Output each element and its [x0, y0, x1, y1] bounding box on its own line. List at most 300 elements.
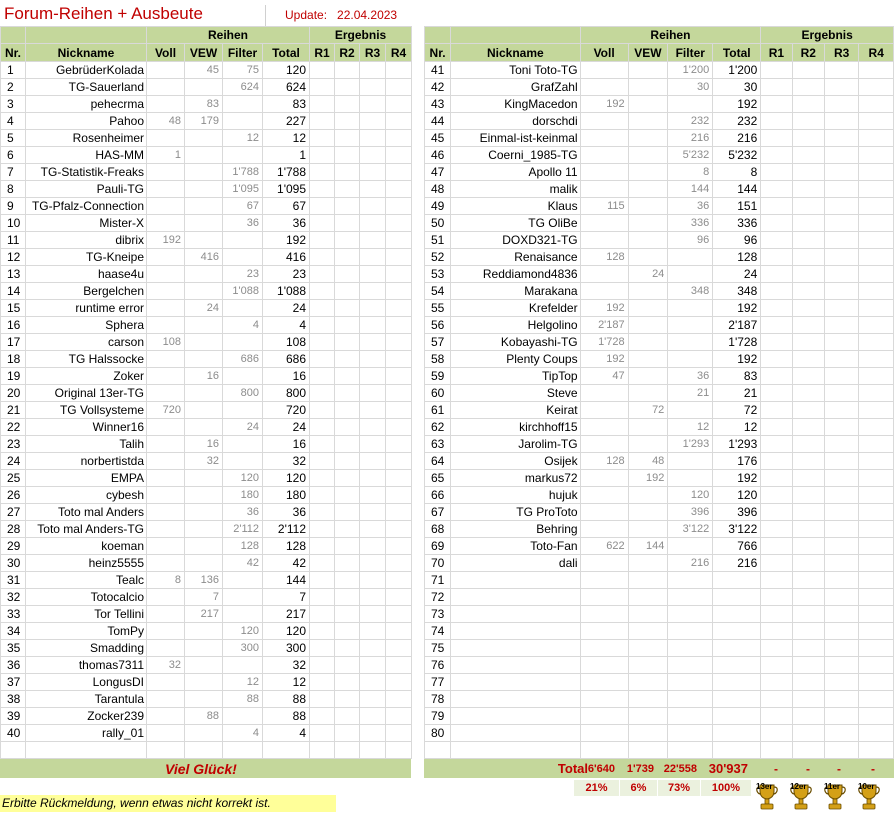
row-vew: [628, 79, 668, 96]
row-total: [713, 589, 761, 606]
table-row: [425, 538, 894, 555]
spacer-cell: [628, 742, 668, 759]
table-row: [425, 487, 894, 504]
table-row: [425, 181, 894, 198]
row-vew: 7: [185, 589, 223, 606]
row-total: 12: [263, 674, 310, 691]
row-total: [713, 606, 761, 623]
row-r3: [824, 283, 858, 300]
row-r4: [859, 657, 894, 674]
table-row: [1, 725, 412, 742]
row-filter: [668, 334, 713, 351]
row-voll: [147, 266, 185, 283]
row-r1: [761, 555, 792, 572]
row-total: 1: [263, 147, 310, 164]
table-row: [1, 657, 412, 674]
header-nr: Nr.: [425, 44, 451, 62]
row-r4: [859, 147, 894, 164]
row-total: 30: [713, 79, 761, 96]
row-nr: 3: [1, 96, 26, 113]
row-r4: [859, 385, 894, 402]
row-r4: [859, 181, 894, 198]
row-r3: [824, 385, 858, 402]
row-r3: [824, 96, 858, 113]
table-row: [1, 402, 412, 419]
table-row: [425, 555, 894, 572]
row-total: [713, 640, 761, 657]
table-row: [1, 334, 412, 351]
row-voll: [580, 62, 628, 79]
row-nickname: Winner16: [26, 419, 147, 436]
row-total: 3'122: [713, 521, 761, 538]
row-r4: [386, 62, 412, 79]
row-r2: [335, 555, 360, 572]
spacer-cell: [824, 742, 858, 759]
row-r3: [824, 691, 858, 708]
row-nickname: haase4u: [26, 266, 147, 283]
table-row: [1, 130, 412, 147]
row-r2: [792, 708, 824, 725]
row-r3: [824, 725, 858, 742]
row-nr: 11: [1, 232, 26, 249]
row-voll: [147, 606, 185, 623]
row-r3: [360, 198, 386, 215]
row-nr: 1: [1, 62, 26, 79]
row-vew: 24: [185, 300, 223, 317]
row-r1: [310, 385, 335, 402]
row-r1: [310, 521, 335, 538]
row-filter: [223, 606, 263, 623]
row-nr: 40: [1, 725, 26, 742]
row-r3: [360, 164, 386, 181]
row-r1: [310, 555, 335, 572]
row-r2: [335, 113, 360, 130]
row-filter: [223, 657, 263, 674]
row-r4: [386, 674, 412, 691]
row-voll: [147, 725, 185, 742]
row-voll: 48: [147, 113, 185, 130]
row-filter: 12: [223, 674, 263, 691]
row-filter: [223, 300, 263, 317]
row-vew: [628, 249, 668, 266]
row-r3: [824, 419, 858, 436]
row-r1: [310, 725, 335, 742]
table-row: [425, 96, 894, 113]
row-r3: [824, 317, 858, 334]
row-filter: [668, 300, 713, 317]
row-r3: [824, 504, 858, 521]
row-filter: [223, 232, 263, 249]
table-row: [1, 79, 412, 96]
row-total: 120: [263, 623, 310, 640]
row-r1: [310, 164, 335, 181]
row-total: 83: [263, 96, 310, 113]
table-row: [425, 283, 894, 300]
table-row: [1, 317, 412, 334]
row-nr: 52: [425, 249, 451, 266]
row-r2: [792, 266, 824, 283]
row-filter: [668, 606, 713, 623]
row-r3: [360, 232, 386, 249]
row-filter: [668, 572, 713, 589]
row-filter: [223, 453, 263, 470]
row-r4: [859, 538, 894, 555]
row-total: 16: [263, 368, 310, 385]
row-vew: [628, 334, 668, 351]
row-filter: 12: [223, 130, 263, 147]
table-row: [1, 266, 412, 283]
row-r3: [360, 96, 386, 113]
row-vew: [185, 487, 223, 504]
row-r1: [761, 283, 792, 300]
row-r4: [386, 147, 412, 164]
row-nickname: cybesh: [26, 487, 147, 504]
table-row: [425, 62, 894, 79]
row-voll: [147, 674, 185, 691]
row-r1: [761, 300, 792, 317]
row-nickname: Toto mal Anders-TG: [26, 521, 147, 538]
row-r4: [859, 96, 894, 113]
spacer-cell: [26, 742, 147, 759]
row-r1: [761, 181, 792, 198]
row-r1: [310, 691, 335, 708]
row-nickname: rally_01: [26, 725, 147, 742]
row-voll: [580, 504, 628, 521]
row-filter: 4: [223, 317, 263, 334]
header-voll: Voll: [147, 44, 185, 62]
total-r4: -: [871, 762, 875, 776]
row-vew: [185, 521, 223, 538]
row-total: [713, 691, 761, 708]
row-nickname: Totocalcio: [26, 589, 147, 606]
row-r1: [761, 79, 792, 96]
row-vew: [628, 555, 668, 572]
row-r3: [360, 538, 386, 555]
row-total: 2'187: [713, 317, 761, 334]
row-nr: 56: [425, 317, 451, 334]
row-voll: [147, 521, 185, 538]
row-nr: 76: [425, 657, 451, 674]
row-nickname: Marakana: [451, 283, 581, 300]
row-r2: [792, 657, 824, 674]
row-vew: [628, 487, 668, 504]
row-nickname: Smadding: [26, 640, 147, 657]
table-row: [1, 62, 412, 79]
row-vew: [628, 725, 668, 742]
row-voll: [580, 215, 628, 232]
row-nickname: TG-Kneipe: [26, 249, 147, 266]
row-voll: [580, 147, 628, 164]
table-row: [425, 317, 894, 334]
row-r1: [310, 300, 335, 317]
table-row: [1, 572, 412, 589]
row-total: 300: [263, 640, 310, 657]
table-row: [425, 708, 894, 725]
row-r1: [761, 436, 792, 453]
row-r1: [310, 147, 335, 164]
row-r3: [824, 266, 858, 283]
row-voll: [147, 538, 185, 555]
row-voll: [147, 130, 185, 147]
row-r1: [761, 215, 792, 232]
row-nickname: Jarolim-TG: [451, 436, 581, 453]
row-r2: [792, 453, 824, 470]
row-r1: [310, 436, 335, 453]
row-r4: [386, 589, 412, 606]
table-row: [1, 198, 412, 215]
row-r3: [824, 130, 858, 147]
row-r3: [360, 419, 386, 436]
row-voll: [147, 181, 185, 198]
total-r2: -: [806, 762, 810, 776]
table-row: [425, 79, 894, 96]
row-nickname: Steve: [451, 385, 581, 402]
row-vew: 83: [185, 96, 223, 113]
row-r4: [386, 215, 412, 232]
table-row: [425, 351, 894, 368]
row-voll: [147, 164, 185, 181]
table-row: [1, 368, 412, 385]
row-r2: [335, 351, 360, 368]
row-nickname: Kobayashi-TG: [451, 334, 581, 351]
row-r4: [859, 589, 894, 606]
row-filter: [668, 249, 713, 266]
row-total: 21: [713, 385, 761, 402]
spacer-cell: [360, 742, 386, 759]
row-voll: [580, 436, 628, 453]
table-row: [425, 385, 894, 402]
update-info: [285, 8, 397, 22]
row-total: 192: [713, 300, 761, 317]
trophy-icon: [824, 782, 846, 812]
row-vew: 16: [185, 436, 223, 453]
row-total: [713, 657, 761, 674]
table-row: [1, 419, 412, 436]
row-r1: [761, 232, 792, 249]
row-r2: [792, 470, 824, 487]
row-r1: [761, 589, 792, 606]
row-nickname: Toto-Fan: [451, 538, 581, 555]
row-r4: [859, 198, 894, 215]
row-nickname: heinz5555: [26, 555, 147, 572]
row-total: 336: [713, 215, 761, 232]
row-r1: [761, 453, 792, 470]
row-r1: [761, 249, 792, 266]
row-r3: [360, 300, 386, 317]
row-vew: [628, 113, 668, 130]
row-filter: 36: [668, 198, 713, 215]
row-vew: [185, 334, 223, 351]
row-filter: [668, 674, 713, 691]
row-nr: 45: [425, 130, 451, 147]
row-filter: [223, 96, 263, 113]
row-r4: [386, 487, 412, 504]
row-total: 120: [263, 470, 310, 487]
row-vew: [185, 640, 223, 657]
header-ergebnis: Ergebnis: [761, 27, 894, 44]
row-filter: 1'788: [223, 164, 263, 181]
row-r2: [335, 181, 360, 198]
row-total: 416: [263, 249, 310, 266]
row-filter: 180: [223, 487, 263, 504]
row-nr: 9: [1, 198, 26, 215]
row-nickname: Talih: [26, 436, 147, 453]
row-r4: [386, 470, 412, 487]
table-row: [1, 589, 412, 606]
row-r3: [824, 368, 858, 385]
row-r4: [859, 368, 894, 385]
row-r1: [310, 334, 335, 351]
spacer-row: [1, 742, 412, 759]
row-vew: [628, 623, 668, 640]
row-r1: [761, 538, 792, 555]
row-nickname: KingMacedon: [451, 96, 581, 113]
row-filter: [223, 708, 263, 725]
spacer-cell: [147, 742, 185, 759]
row-vew: [185, 232, 223, 249]
row-filter: 12: [668, 419, 713, 436]
row-nickname: TG Vollsysteme: [26, 402, 147, 419]
row-voll: [580, 589, 628, 606]
row-total: [713, 725, 761, 742]
trophy-label: 13er: [756, 782, 773, 791]
row-r2: [335, 453, 360, 470]
row-filter: [668, 351, 713, 368]
header-r3: R3: [360, 44, 386, 62]
row-nickname: markus72: [451, 470, 581, 487]
row-r1: [310, 113, 335, 130]
row-vew: 416: [185, 249, 223, 266]
row-voll: [147, 640, 185, 657]
row-r4: [859, 504, 894, 521]
pct-filter: 73%: [658, 780, 700, 796]
row-r1: [310, 589, 335, 606]
row-r3: [360, 487, 386, 504]
row-r3: [824, 657, 858, 674]
good-luck-text: Viel Glück!: [165, 761, 237, 777]
row-r2: [335, 674, 360, 691]
table-row: [425, 674, 894, 691]
row-total: [713, 572, 761, 589]
row-vew: [185, 79, 223, 96]
row-r2: [792, 674, 824, 691]
row-nr: 44: [425, 113, 451, 130]
row-voll: [147, 691, 185, 708]
row-r4: [859, 317, 894, 334]
row-r2: [792, 96, 824, 113]
row-nickname: Zocker239: [26, 708, 147, 725]
row-nr: 61: [425, 402, 451, 419]
row-nickname: [451, 674, 581, 691]
row-voll: [580, 470, 628, 487]
row-nickname: norbertistda: [26, 453, 147, 470]
row-r1: [761, 521, 792, 538]
table-row: [425, 334, 894, 351]
row-r3: [824, 164, 858, 181]
row-r3: [824, 521, 858, 538]
row-r3: [824, 470, 858, 487]
row-filter: [223, 436, 263, 453]
row-filter: 348: [668, 283, 713, 300]
table-row: [1, 640, 412, 657]
row-nr: 66: [425, 487, 451, 504]
row-nickname: thomas7311: [26, 657, 147, 674]
row-r4: [386, 130, 412, 147]
row-r1: [310, 232, 335, 249]
row-nickname: [451, 589, 581, 606]
table-row: [425, 725, 894, 742]
row-nr: 24: [1, 453, 26, 470]
table-row: [425, 589, 894, 606]
row-nickname: Helgolino: [451, 317, 581, 334]
row-total: 192: [713, 96, 761, 113]
row-r4: [386, 708, 412, 725]
row-nickname: TG Halssocke: [26, 351, 147, 368]
row-nr: 19: [1, 368, 26, 385]
row-nickname: hujuk: [451, 487, 581, 504]
row-vew: [628, 317, 668, 334]
feedback-note: Erbitte Rückmeldung, wenn etwas nicht korrekt ist.: [0, 795, 336, 812]
row-r2: [792, 691, 824, 708]
row-r1: [310, 606, 335, 623]
row-nr: 20: [1, 385, 26, 402]
page-title: Forum-Reihen + Ausbeute: [4, 4, 203, 23]
row-voll: 192: [580, 300, 628, 317]
row-r3: [360, 589, 386, 606]
row-total: 216: [713, 555, 761, 572]
row-r2: [792, 572, 824, 589]
row-voll: 192: [580, 96, 628, 113]
row-r3: [360, 436, 386, 453]
row-r2: [792, 385, 824, 402]
row-r2: [792, 249, 824, 266]
row-nr: 23: [1, 436, 26, 453]
row-filter: [668, 589, 713, 606]
row-nr: 72: [425, 589, 451, 606]
row-r3: [824, 623, 858, 640]
table-row: [1, 691, 412, 708]
row-r2: [335, 368, 360, 385]
row-r3: [360, 657, 386, 674]
row-nr: 65: [425, 470, 451, 487]
row-nickname: Osijek: [451, 453, 581, 470]
row-r1: [310, 368, 335, 385]
row-r1: [310, 538, 335, 555]
row-voll: [580, 164, 628, 181]
row-r2: [335, 147, 360, 164]
row-nr: 33: [1, 606, 26, 623]
row-nr: 31: [1, 572, 26, 589]
row-total: 12: [713, 419, 761, 436]
row-r4: [859, 334, 894, 351]
row-voll: [147, 385, 185, 402]
row-r1: [761, 623, 792, 640]
row-nr: 75: [425, 640, 451, 657]
row-vew: [628, 640, 668, 657]
row-total: 67: [263, 198, 310, 215]
row-r4: [386, 419, 412, 436]
row-voll: [580, 385, 628, 402]
row-r1: [310, 487, 335, 504]
row-filter: 36: [223, 215, 263, 232]
row-total: 348: [713, 283, 761, 300]
row-r3: [824, 555, 858, 572]
row-nickname: [451, 606, 581, 623]
row-r2: [335, 402, 360, 419]
row-voll: [147, 470, 185, 487]
table-row: [1, 623, 412, 640]
row-vew: [185, 283, 223, 300]
